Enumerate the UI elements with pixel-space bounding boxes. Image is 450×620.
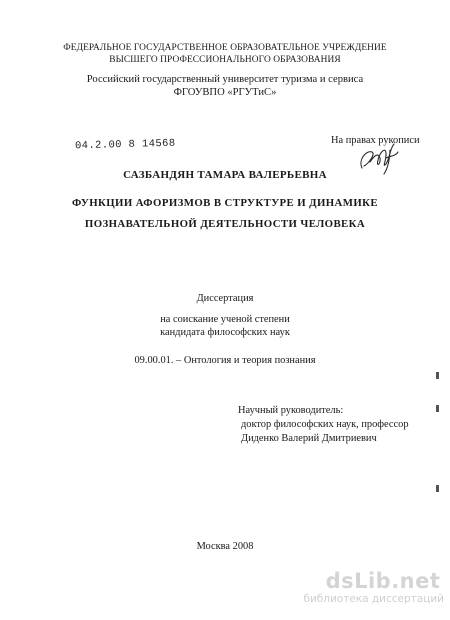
city-and-year: Москва 2008 xyxy=(196,541,254,552)
scan-margin-mark xyxy=(436,485,439,492)
watermark-logo: dsLib.net xyxy=(325,569,441,593)
degree-line-1: на соискание ученой степени xyxy=(160,314,290,325)
advisor-name: Диденко Валерий Дмитриевич xyxy=(241,433,377,444)
university-abbreviation: ФГОУВПО «РГУТиС» xyxy=(173,87,277,98)
scan-margin-mark xyxy=(436,372,439,379)
registration-stamp: 04.2.00 8 14568 xyxy=(74,137,176,153)
dissertation-title-line-1: ФУНКЦИИ АФОРИЗМОВ В СТРУКТУРЕ И ДИНАМИКЕ xyxy=(72,197,378,209)
author-name: САЗБАНДЯН ТАМАРА ВАЛЕРЬЕВНА xyxy=(123,169,327,181)
university-name: Российский государственный университет туризма и сервиса xyxy=(86,74,364,85)
watermark xyxy=(303,569,444,606)
dissertation-title-line-2: ПОЗНАВАТЕЛЬНОЙ ДЕЯТЕЛЬНОСТИ ЧЕЛОВЕКА xyxy=(84,218,366,230)
specialty-code: 09.00.01. – Онтология и теория познания xyxy=(134,355,316,366)
watermark-subtitle: библиотека диссертаций xyxy=(303,593,444,605)
degree-line-2: кандидата философских наук xyxy=(160,327,290,338)
manuscript-rights-note: На правах рукописи xyxy=(331,135,420,146)
advisor-label: Научный руководитель: xyxy=(238,405,344,416)
document-type-label: Диссертация xyxy=(196,293,254,304)
organization-line-2: ВЫСШЕГО ПРОФЕССИОНАЛЬНОГО ОБРАЗОВАНИЯ xyxy=(109,55,341,65)
advisor-degree: доктор философских наук, профессор xyxy=(241,419,409,430)
organization-line-1: ФЕДЕРАЛЬНОЕ ГОСУДАРСТВЕННОЕ ОБРАЗОВАТЕЛЬНОЕ УЧРЕЖДЕНИЕ xyxy=(63,43,387,53)
scan-margin-mark xyxy=(436,405,439,412)
